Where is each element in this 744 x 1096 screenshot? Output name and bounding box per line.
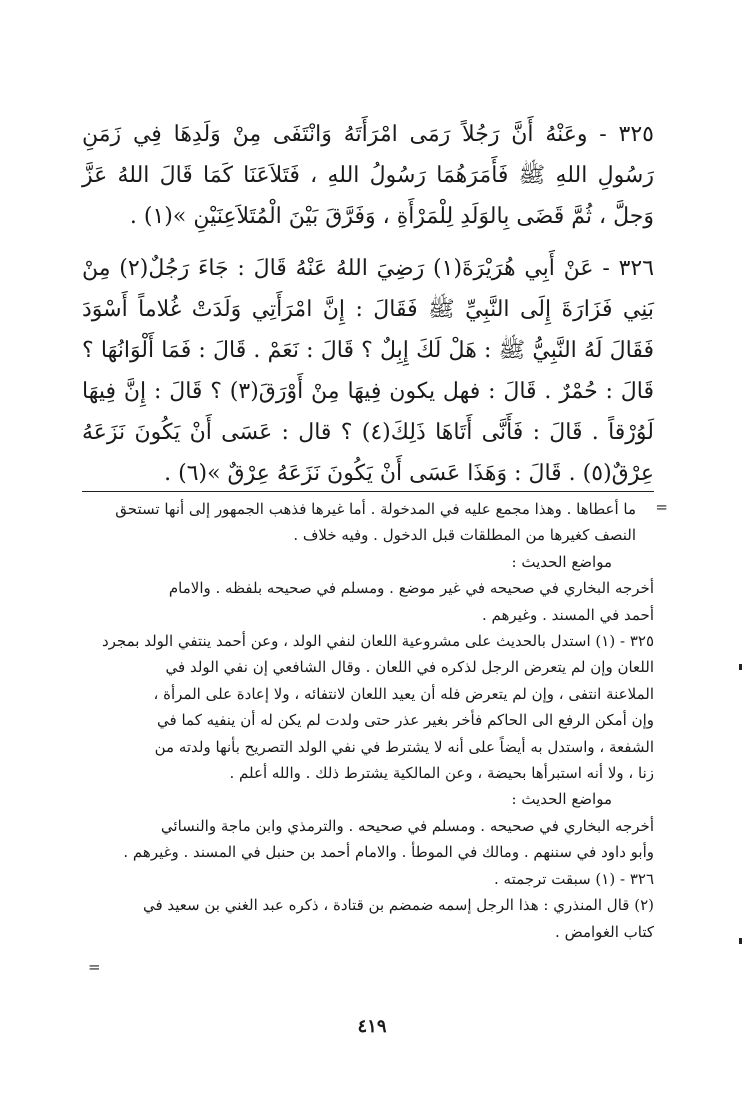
- page-number: ٤١٩: [357, 1016, 387, 1037]
- footnote-line: الملاعنة انتفى ، وإن لم يتعرض فله أن يعيد اللعان لانتفائه ، ولا إعادة على المرأة ،: [153, 684, 654, 703]
- footnote-divider: [82, 491, 654, 492]
- footnote-line: أخرجه البخاري في صحيحه في غير موضع . ومسلم في صحيحه بلفظه . والامام: [168, 579, 654, 598]
- edge-mark: [739, 938, 742, 944]
- footnotes: [82, 496, 654, 945]
- footnote-line: النصف كغيرها من المطلقات قبل الدخول . وفيه خلاف .: [293, 526, 636, 545]
- footnote-line: اللعان وإن لم يتعرض الرجل لذكره في اللعان . وقال الشافعي إن نفي الولد في: [165, 658, 654, 677]
- hadith-326: ٣٢٦ - عَنْ أَبِي هُرَيْرَةَ(١) رَضِيَ اللهُ عَنْهُ قَالَ : جَاءَ رَجُلٌ(٢) مِنْ بَنِي فَزَارَةَ إِلَى النَّبِيِّ ﷺ فَقَالَ : إِنَّ امْرَأَتِي وَلَدَتْ غُلاماً أَسْوَدَ فَقَالَ لَهُ النَّبِيُّ ﷺ : هَلْ لَكَ إِبِلٌ ؟ قَالَ : نَعَمْ . قَالَ : فَمَا أَلْوَانُهَا ؟ قَالَ : حُمْرٌ . قَالَ : فهل يكون فِيهَا مِنْ أَوْرَقَ(٣) ؟ قَالَ : إِنَّ فِيهَا لَوُرْقاً . قَالَ : فَأَنَّى أَتَاهَا ذَلِكَ(٤) ؟ قال : عَسَى أَنْ يَكُونَ نَزَعَهُ عِرْقٌ(٥) . قَالَ : وَهَذَا عَسَى أَنْ يَكُونَ نَزَعَهُ عِرْقٌ »(٦) .: [82, 256, 655, 486]
- footnote-line: زنا ، ولا أنه استبرأها بحيضة ، وعن المالكية يشترط ذلك . والله أعلم .: [229, 764, 654, 783]
- footnote-line: ٣٢٦ - (١) سبقت ترجمته .: [493, 869, 654, 888]
- footnote-line: كتاب الغوامض .: [555, 922, 654, 941]
- footnote-line: ما أعطاها . وهذا مجمع عليه في المدخولة . أما غيرها فذهب الجمهور إلى أنها تستحق: [115, 500, 636, 518]
- continuation-marker: =: [655, 498, 668, 516]
- hadith-325: ٣٢٥ - وعَنْهُ أَنَّ رَجُلاً رَمَى امْرَأَتَهُ وَانْتَفَى مِنْ وَلَدِهَا فِي زَمَنِ رَسُولِ اللهِ ﷺ فَأَمَرَهُمَا رَسُولُ اللهِ ، فَتَلاَعَنَا كَمَا قَالَ اللهُ عَزَّ وَجلَّ ، ثُمَّ قَضَى بِالوَلَدِ لِلْمَرْأَةِ ، وَفَرَّقَ بَيْنَ الْمُتَلاَعِنَيْنِ »(١) .: [82, 122, 654, 229]
- footnote-line: (٢) قال المنذري : هذا الرجل إسمه ضمضم بن قتادة ، ذكره عبد الغني بن سعيد في: [142, 896, 654, 915]
- footnote-line: وإن أمكن الرفع الى الحاكم فأخر بغير عذر حتى ولدت لم يكن له أن ينفيه كما في: [157, 711, 654, 730]
- footnote-line: وأبو داود في سننهم . ومالك في الموطأ . والامام أحمد بن حنبل في المسند . وغيرهم .: [123, 843, 654, 862]
- edge-mark: [739, 664, 742, 670]
- footnote-line: أخرجه البخاري في صحيحه . ومسلم في صحيحه . والترمذي وابن ماجة والنسائي: [160, 816, 654, 835]
- footnote-heading: مواضع الحديث :: [511, 552, 612, 571]
- footnote-line: الشفعة ، واستدل به أيضاً على أنه لا يشترط في نفي الولد التصريح بأنها ولدته من: [154, 737, 654, 756]
- footnote-line: ٣٢٥ - (١) استدل بالحديث على مشروعية اللعان لنفي الولد ، وعن أحمد ينتفي الولد بمجرد: [101, 632, 654, 651]
- footnote-heading: مواضع الحديث :: [511, 790, 612, 809]
- bottom-continuation-marker: =: [88, 958, 101, 976]
- footnote-line: أحمد في المسند . وغيرهم .: [481, 605, 654, 624]
